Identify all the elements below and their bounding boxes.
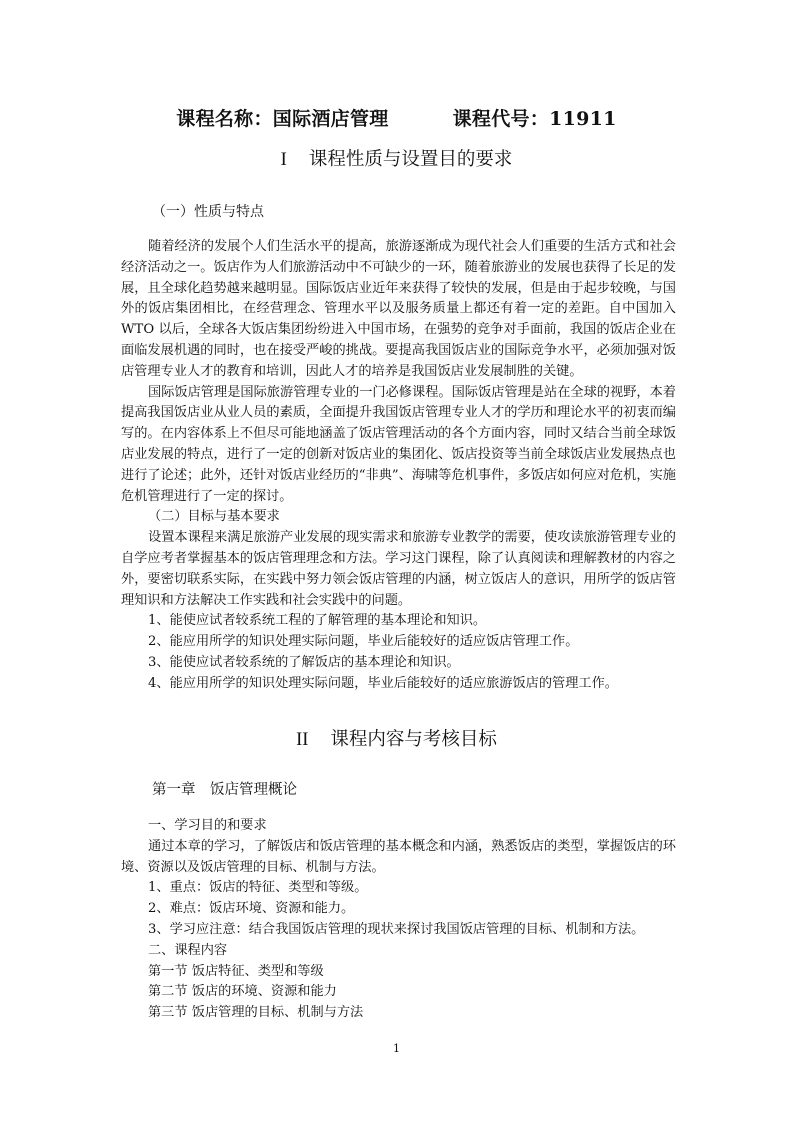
- section-heading-nature: （一）性质与特点: [152, 204, 264, 220]
- list-item: 2、能应用所学的知识处理实际问题，毕业后能较好的适应饭店管理工作。: [148, 634, 579, 650]
- section-item: 第二节 饭店的环境、资源和能力: [148, 984, 337, 1000]
- paragraph: 通过本章的学习，了解饭店和饭店管理的基本概念和内涵，熟悉饭店的类型，掌握饭店的环境、资源以及饭店管理的目标、机制与方法。: [121, 838, 676, 875]
- chapter-1-body: [121, 816, 676, 1024]
- chapter-heading: 第一章 饭店管理概论: [152, 782, 297, 798]
- paragraph: 设置本课程来满足旅游产业发展的现实需求和旅游专业教学的需要，使攻读旅游管理专业的自学应考者掌握基本的饭店管理理念和方法。学习这门课程，除了认真阅读和理解教材的内容之外，要密切联系实际，在实践中努力领会饭店管理的内涵，树立饭店人的意识，用所学的饭店管理知识和方法解决工作实践和社会实践中的问题。: [121, 530, 676, 608]
- paragraph: 随着经济的发展个人们生活水平的提高，旅游逐渐成为现代社会人们重要的生活方式和社会经济活动之一。饭店作为人们旅游活动中不可缺少的一环，随着旅游业的发展也获得了长足的发展，且全球化趋势越来越明显。国际饭店业近年来获得了较快的发展，但是由于起步较晚，与国外的饭店集团相比，在经营理念、管理水平以及服务质量上都还有着一定的差距。自中国加入 WTO 以后，全球各大饭店集团纷纷进入中国市场，在强势的竞争对手面前，我国的饭店企业在面临发展机遇的同时，也在接受严峻的挑战。要提高我国饭店业的国际竞争水平，必须加强对饭店管理专业人才的教育和培训，因此人才的培养是我国饭店业发展制胜的关键。: [121, 239, 676, 379]
- part-2-numeral: II: [296, 730, 309, 750]
- part-2-title: 课程内容与考核目标: [330, 729, 497, 750]
- section-item: 第一节 饭店特征、类型和等级: [148, 963, 324, 979]
- section-heading-goals: （二）目标与基本要求: [148, 509, 280, 525]
- part-1-heading: [0, 145, 793, 171]
- course-code: 课程代号：11911: [452, 108, 617, 130]
- part-2-heading: [0, 725, 793, 751]
- objectives-heading: 一、学习目的和要求: [148, 818, 267, 833]
- list-item: 3、能使应试者较系统的了解饭店的基本理论和知识。: [148, 654, 460, 670]
- list-item: 2、难点：饭店环境、资源和能力。: [148, 901, 355, 917]
- page-number: 1: [393, 1042, 400, 1055]
- part-1-title: 课程性质与设置目的要求: [308, 149, 513, 170]
- list-item: 4、能应用所学的知识处理实际问题，毕业后能较好的适应旅游饭店的管理工作。: [148, 675, 618, 691]
- section-item: 第三节 饭店管理的目标、机制与方法: [148, 1005, 364, 1021]
- paragraph: 国际饭店管理是国际旅游管理专业的一门必修课程。国际饭店管理是站在全球的视野，本着提高我国饭店业从业人员的素质，全面提升我国饭店管理专业人才的学历和理论水平的初衷而编写的。在内容体系上不但尽可能地涵盖了饭店管理活动的各个方面内容，同时又结合当前全球饭店业发展的特点，进行了一定的创新对饭店业的集团化、饭店投资等当前全球饭店业发展热点也进行了论述；此外，还针对饭店业经历的“非典”、海啸等危机事件，多饭店如何应对危机，实施危机管理进行了一定的探讨。: [121, 384, 676, 504]
- list-item: 3、学习应注意：结合我国饭店管理的现状来探讨我国饭店管理的目标、机制和方法。: [148, 921, 645, 937]
- part-1-numeral: I: [280, 150, 287, 170]
- list-item: 1、重点：饭店的特征、类型和等级。: [148, 880, 368, 896]
- content-heading: 二、课程内容: [148, 942, 228, 958]
- course-title-line: [0, 104, 793, 131]
- part-1-body: [121, 237, 676, 695]
- list-item: 1、能使应试者较系统工程的了解管理的基本理论和知识。: [148, 613, 487, 629]
- course-name: 课程名称：国际酒店管理: [176, 108, 389, 130]
